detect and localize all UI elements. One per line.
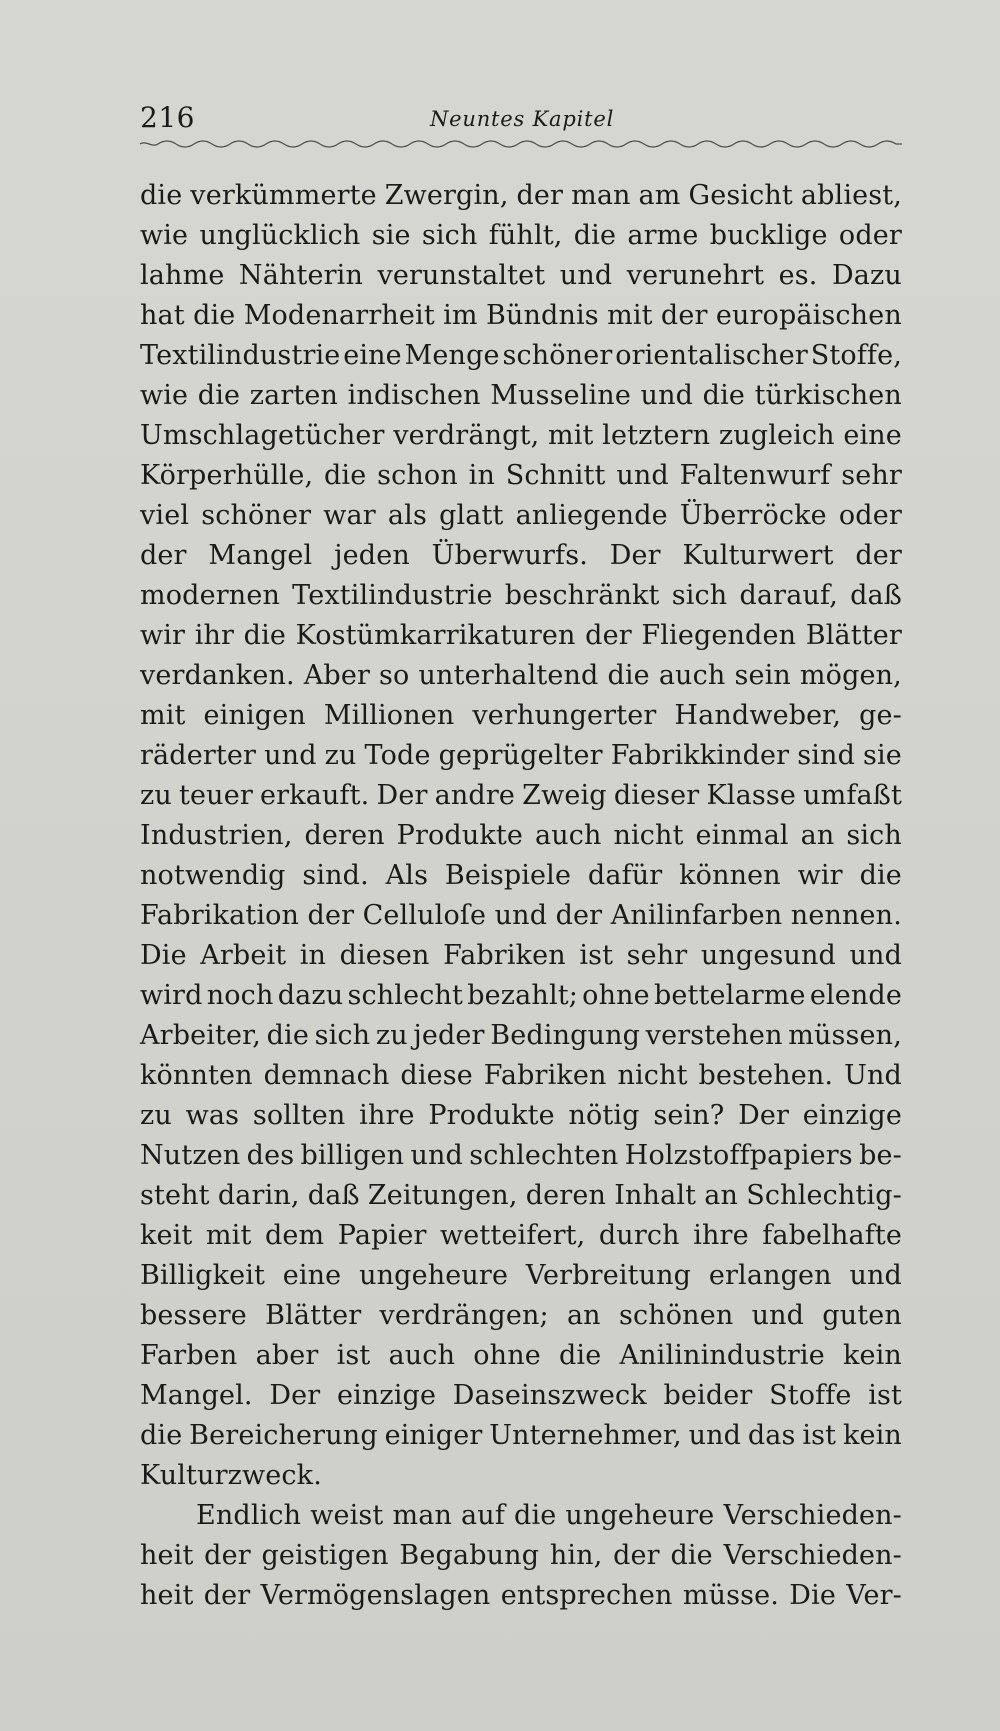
text-line: Mangel. Der einzige Daseinszweck beider Stoffe ist bbox=[140, 1380, 902, 1411]
page-number: 216 bbox=[140, 101, 195, 134]
text-line: Die Arbeit in diesen Fabriken ist sehr ungesund und bbox=[140, 940, 902, 971]
text-line: keit mit dem Papier wetteifert, durch ihre fabelhafte bbox=[140, 1220, 902, 1251]
text-line: räderter und zu Tode geprügelter Fabrikkinder sind sie bbox=[140, 740, 902, 771]
text-line: wir ihr die Kostümkarrikaturen der Fliegenden Blätter bbox=[140, 620, 902, 651]
text-line: könnten demnach diese Fabriken nicht bestehen. Und bbox=[140, 1060, 902, 1091]
text-line: zu was sollten ihre Produkte nötig sein? Der einzige bbox=[140, 1100, 902, 1131]
text-line: Billigkeit eine ungeheure Verbreitung erlangen und bbox=[140, 1260, 902, 1291]
text-line: wird noch dazu schlecht bezahlt; ohne bettelarme elende bbox=[140, 980, 902, 1011]
text-line: die Bereicherung einiger Unternehmer, und das ist kein bbox=[140, 1420, 902, 1451]
text-line: zu teuer erkauft. Der andre Zweig dieser Klasse umfaßt bbox=[140, 780, 902, 811]
text-line: heit der geistigen Begabung hin, der die Verschieden- bbox=[140, 1540, 902, 1571]
text-line: bessere Blätter verdrängen; an schönen und guten bbox=[140, 1300, 902, 1331]
text-line: die verkümmerte Zwergin, der man am Gesicht abliest, bbox=[140, 180, 902, 211]
text-line: modernen Textilindustrie beschränkt sich darauf, daß bbox=[140, 580, 902, 611]
text-line: Farben aber ist auch ohne die Anilinindustrie kein bbox=[140, 1340, 902, 1371]
text-line: viel schöner war als glatt anliegende Überröcke oder bbox=[140, 500, 902, 531]
text-line: Arbeiter, die sich zu jeder Bedingung verstehen müssen, bbox=[140, 1020, 902, 1051]
text-line: wie unglücklich sie sich fühlt, die arme bucklige oder bbox=[140, 220, 902, 251]
text-line: notwendig sind. Als Beispiele dafür können wir die bbox=[140, 860, 902, 891]
text-line: steht darin, daß Zeitungen, deren Inhalt an Schlechtig- bbox=[140, 1180, 902, 1211]
text-line: mit einigen Millionen verhungerter Handweber, ge- bbox=[140, 700, 902, 731]
decorative-rule bbox=[140, 140, 902, 148]
text-line: Endlich weist man auf die ungeheure Verschieden- bbox=[196, 1500, 902, 1531]
text-line: Kulturzweck. bbox=[140, 1460, 322, 1491]
text-line: wie die zarten indischen Musseline und die türkischen bbox=[140, 380, 902, 411]
running-head: Neuntes Kapitel bbox=[430, 107, 615, 131]
text-line: der Mangel jeden Überwurfs. Der Kulturwert der bbox=[140, 540, 902, 571]
text-line: Textilindustrie eine Menge schöner orientalischer Stoffe, bbox=[140, 340, 902, 371]
text-line: heit der Vermögenslagen entsprechen müsse. Die Ver- bbox=[140, 1580, 902, 1611]
page-header bbox=[140, 101, 902, 147]
text-line: Nutzen des billigen und schlechten Holzstoffpapiers be- bbox=[140, 1140, 902, 1171]
text-line: verdanken. Aber so unterhaltend die auch sein mögen, bbox=[140, 660, 902, 691]
text-line: lahme Nähterin verunstaltet und verunehrt es. Dazu bbox=[140, 260, 902, 291]
text-line: Körperhülle, die schon in Schnitt und Faltenwurf sehr bbox=[140, 460, 902, 491]
body-text bbox=[140, 176, 902, 1616]
text-line: Industrien, deren Produkte auch nicht einmal an sich bbox=[140, 820, 902, 851]
text-line: Umschlagetücher verdrängt, mit letztern zugleich eine bbox=[140, 420, 902, 451]
text-line: Fabrikation der Celluloſe und der Anilinfarben nennen. bbox=[140, 900, 902, 931]
text-line: hat die Modenarrheit im Bündnis mit der europäischen bbox=[140, 300, 902, 331]
